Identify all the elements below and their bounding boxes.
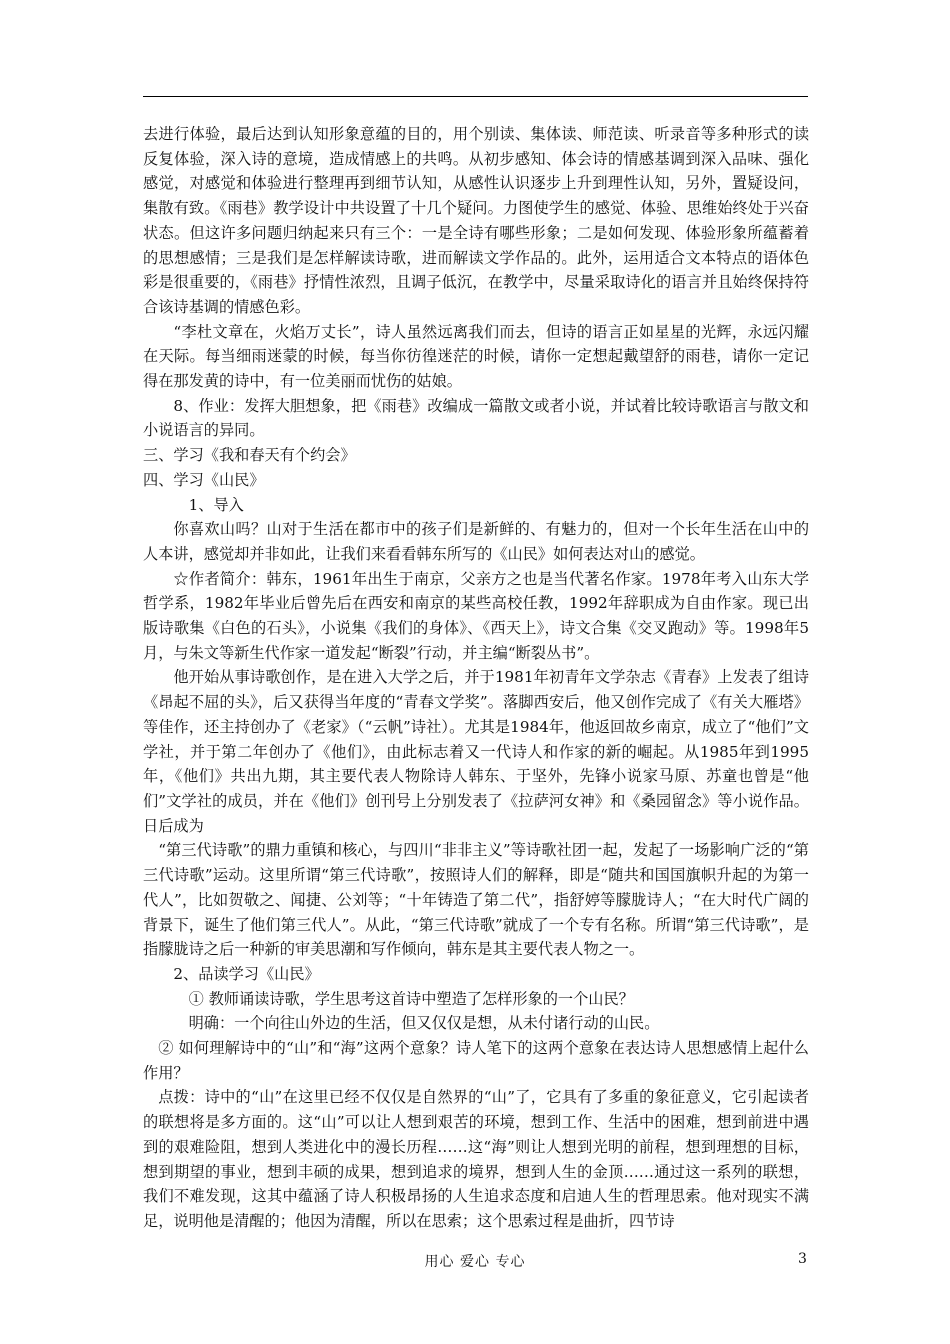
question-1: ① 教师诵读诗歌，学生思考这首诗中塑造了怎样形象的一个山民？: [188, 989, 634, 1008]
paragraph-3: 8、作业：发挥大胆想象，把《雨巷》改编成一篇散文或者小说，并试着比较诗歌语言与散文和小说语言的异同。: [143, 396, 809, 440]
header-rule: [143, 96, 808, 97]
question-2: ② 如何理解诗中的“山”和“海”这两个意象？诗人笔下的这两个意象在表达诗人思想感情上起什么作用？: [143, 1039, 809, 1082]
document-body: [143, 122, 809, 1234]
section-heading-4: 四、学习《山民》: [143, 470, 265, 489]
paragraph-poetry-career: 他开始从事诗歌创作，是在进入大学之后，并于1981年初青年文学杂志《青春》上发表了组诗《昂起不屈的头》，后又获得当年度的“青春文学奖”。落脚西安后，他又创作完成了《有关大雁塔》等佳作，还主持创办了《老家》（“云帆”诗社）。尤其是1984年，他返回故乡南京，成立了“他们”文学社，并于第二年创办了《他们》，由此标志着又一代诗人和作家的新的崛起。从1985年到1995年，《他们》共出九期，其主要代表人物除诗人韩东、于坚外，先锋小说家马原、苏童也曾是“他们”文学社的成员，并在《他们》创刊号上分别发表了《拉萨河女神》和《桑园留念》等小说作品。日后成为: [143, 668, 809, 835]
section-heading-3: 三、学习《我和春天有个约会》: [143, 446, 356, 465]
paragraph-author-bio: ☆作者简介：韩东，1961年出生于南京，父亲方之也是当代著名作家。1978年考入山东大学哲学系，1982年毕业后曾先后在西安和南京的某些高校任教，1992年辞职成为自由作家。现已出版诗歌集《白色的石头》，小说集《我们的身体》、《西天上》，诗文合集《交叉跑动》等。1998年5月，与朱文等新生代作家一道发起“断裂”行动，并主编“断裂丛书”。: [143, 569, 809, 662]
paragraph-third-generation: “第三代诗歌”的鼎力重镇和核心，与四川“非非主义”等诗歌社团一起，发起了一场影响广泛的“第三代诗歌”运动。这里所谓“第三代诗歌”，按照诗人们的解释，即是“随共和国国旗帜升起的为第一代人”，比如贺敬之、闻捷、公刘等；“十年铸造了第二代”，指舒婷等朦胧诗人；“在大时代广阔的背景下，诞生了他们第三代人”。从此，“第三代诗歌”就成了一个专有名称。所谓“第三代诗歌”，是指朦胧诗之后一种新的审美思潮和写作倾向，韩东是其主要代表人物之一。: [143, 841, 809, 959]
answer-1: 明确：一个向往山外边的生活，但又仅仅是想，从未付诸行动的山民。: [188, 1014, 660, 1033]
subheading-reading: 2、品读学习《山民》: [173, 964, 320, 983]
page-number: 3: [798, 1251, 807, 1267]
subheading-intro: 1、导入: [188, 495, 244, 514]
answer-2: 点拨：诗中的“山”在这里已经不仅仅是自然界的“山”了，它具有了多重的象征意义，它引起读者的联想将是多方面的。这“山”可以让人想到艰苦的环境，想到工作、生活中的困难，想到前进中遇到的艰难险阻，想到人类进化中的漫长历程……这“海”则让人想到光明的前程，想到理想的目标，想到期望的事业，想到丰硕的成果，想到追求的境界，想到人生的金顶……通过这一系列的联想，我们不难发现，这其中蕴涵了诗人积极昂扬的人生追求态度和启迪人生的哲理思索。他对现实不满足，说明他是清醒的；他因为清醒，所以在思索；这个思索过程是曲折，四节诗: [143, 1088, 809, 1230]
footer-motto: 用心 爱心 专心: [424, 1254, 526, 1270]
paragraph-2: “李杜文章在，火焰万丈长”，诗人虽然远离我们而去，但诗的语言正如星星的光辉，永远闪耀在天际。每当细雨迷蒙的时候，每当你彷徨迷茫的时候，请你一定想起戴望舒的雨巷，请你一定记得在那发黄的诗中，有一位美丽而忧伤的姑娘。: [143, 322, 809, 391]
page-footer: [0, 1251, 950, 1273]
paragraph-intro: 你喜欢山吗？山对于生活在都市中的孩子们是新鲜的、有魅力的，但对一个长年生活在山中的人本讲，感觉却并非如此，让我们来看看韩东所写的《山民》如何表达对山的感觉。: [143, 520, 809, 563]
paragraph-1: 去进行体验，最后达到认知形象意蕴的目的，用个别读、集体读、师范读、听录音等多种形式的读反复体验，深入诗的意境，造成情感上的共鸣。从初步感知、体会诗的情感基调到深入品味、强化感觉，对感觉和体验进行整理再到细节认知，从感性认识逐步上升到理性认知，另外，置疑设问，集散有致。《雨巷》教学设计中共设置了十几个疑问。力图使学生的感觉、体验、思维始终处于兴奋状态。但这许多问题归纳起来只有三个：一是全诗有哪些形象；二是如何发现、体验形象所蕴蓄着的思想感情；三是我们是怎样解读诗歌，进而解读文学作品的。此外，运用适合文本特点的语体色彩是很重要的，《雨巷》抒情性浓烈，且调子低沉，在教学中，尽量采取诗化的语言并且始终保持符合该诗基调的情感色彩。: [143, 125, 809, 316]
